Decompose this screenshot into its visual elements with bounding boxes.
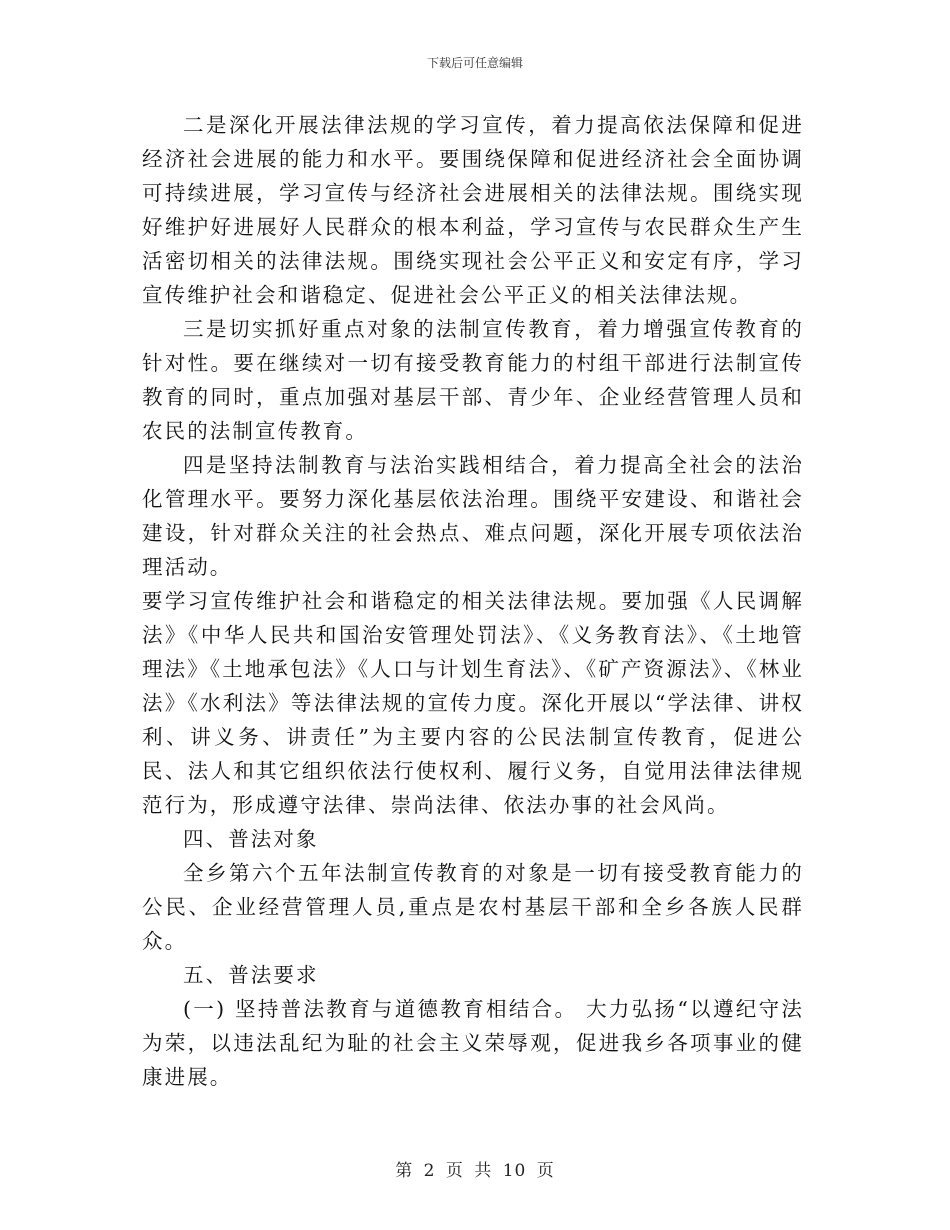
section-heading-targets: 四、普法对象 <box>183 827 319 851</box>
section-heading-requirements: 五、普法要求 <box>183 963 319 987</box>
paragraph-targets: 全乡第六个五年法制宣传教育的对象是一切有接受教育能力的公民、企业经营管理人员,重点是农村基层干部和全乡各族人民群众。 <box>142 861 804 953</box>
paragraph-rule-of-law-practice: 四是坚持法制教育与法治实践相结合，着力提高全社会的法治化管理水平。要努力深化基层依法治理。围绕平安建设、和谐社会建设，针对群众关注的社会热点、难点问题，深化开展专项依法治理活动。 <box>142 453 804 579</box>
paragraph-study-promotion: 二是深化开展法律法规的学习宣传，着力提高依法保障和促进经济社会进展的能力和水平。要围绕保障和促进经济社会全面协调可持续进展，学习宣传与经济社会进展相关的法律法规。围绕实现好维护好进展好人民群众的根本利益，学习宣传与农民群众生产生活密切相关的法律法规。围绕实现社会公平正义和安定有序，学习宣传维护社会和谐稳定、促进社会公平正义的相关法律法规。 <box>142 113 804 307</box>
paragraph-key-targets: 三是切实抓好重点对象的法制宣传教育，着力增强宣传教育的针对性。要在继续对一切有接受教育能力的村组干部进行法制宣传教育的同时，重点加强对基层干部、青少年、企业经营管理人员和农民的法制宣传教育。 <box>142 317 804 443</box>
paragraph-requirement-1: (一) 坚持普法教育与道德教育相结合。 大力弘扬“以遵纪守法为荣，以违法乱纪为耻的社会主义荣辱观，促进我乡各项事业的健康进展。 <box>142 997 804 1089</box>
page-number: 第 2 页 共 10 页 <box>395 1161 555 1181</box>
document-body <box>142 108 804 1094</box>
paragraph-laws-promotion: 要学习宣传维护社会和谐稳定的相关法律法规。要加强《人民调解法》《中华人民共和国治安管理处罚法》、《义务教育法》、《土地管理法》《土地承包法》《人口与计划生育法》、《矿产资源法》、《林业法》《水利法》等法律法规的宣传力度。深化开展以“学法律、讲权利、讲义务、讲责任”为主要内容的公民法制宣传教育，促进公民、法人和其它组织依法行使权利、履行义务，自觉用法律法律规范行为，形成遵守法律、崇尚法律、依法办事的社会风尚。 <box>142 589 804 817</box>
page-header: 下载后可任意编辑 <box>426 56 523 70</box>
